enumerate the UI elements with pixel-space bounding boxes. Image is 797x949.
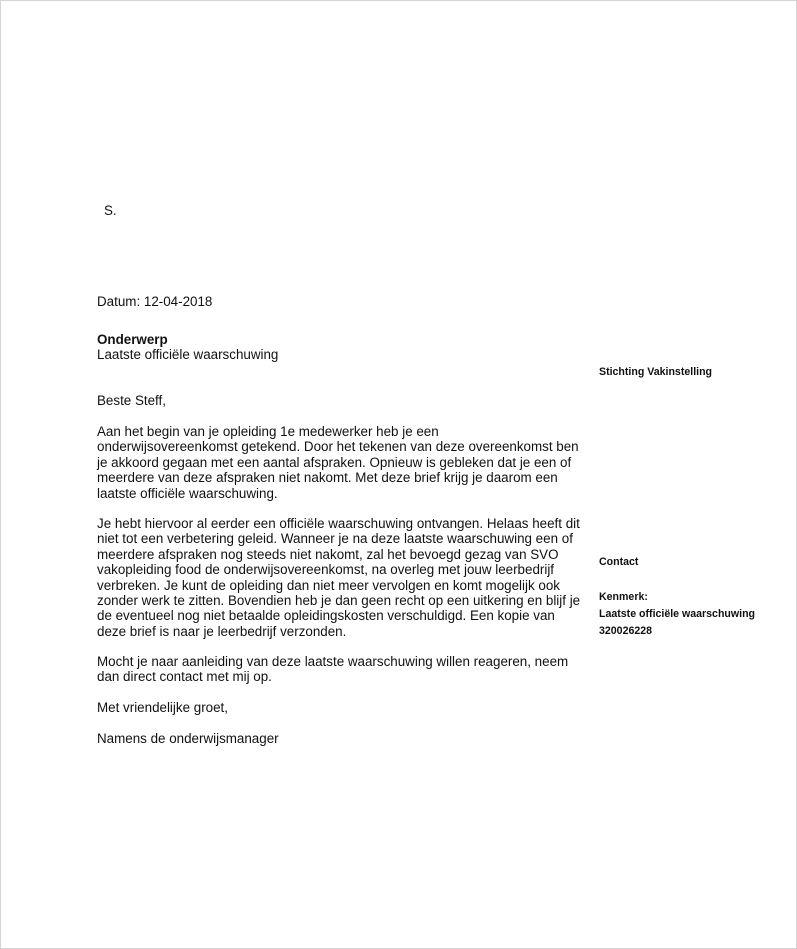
paragraph-1 bbox=[97, 424, 589, 501]
paragraph-2-line: meerdere afspraken nog steeds niet nakomt, zal het bevoegd gezag van SVO bbox=[97, 546, 559, 562]
closing: Met vriendelijke groet, bbox=[97, 700, 228, 715]
signature: Namens de onderwijsmanager bbox=[97, 731, 279, 746]
paragraph-1-line: je akkoord gegaan met een aantal afspraken. Opnieuw is gebleken dat je een of bbox=[97, 454, 572, 470]
paragraph-3-line: Mocht je naar aanleiding van deze laatste waarschuwing willen reageren, neem bbox=[97, 654, 569, 669]
paragraph-3 bbox=[97, 654, 589, 685]
paragraph-2-line: niet tot een verbetering geleid. Wanneer je na deze laatste waarschuwing een of bbox=[97, 531, 573, 547]
sidebar-reference bbox=[599, 589, 755, 640]
paragraph-2-line: zonder werk te zitten. Bovendien heb je dan geen recht op een uitkering en blijf je bbox=[97, 593, 581, 609]
recipient-initial: S. bbox=[104, 203, 117, 218]
subject-text: Laatste officiële waarschuwing bbox=[97, 347, 279, 362]
subject-heading: Onderwerp bbox=[97, 332, 168, 347]
letter-date: Datum: 12-04-2018 bbox=[97, 294, 213, 309]
paragraph-1-line: meerdere van deze afspraken niet nakomt. Met deze brief krijg je daarom een bbox=[97, 470, 558, 486]
sidebar-contact-heading: Contact bbox=[599, 556, 639, 568]
paragraph-2-line: deze brief is naar je leerbedrijf verzonden. bbox=[97, 623, 347, 639]
paragraph-2-line: Je hebt hiervoor al eerder een officiële waarschuwing ontvangen. Helaas heeft dit bbox=[97, 516, 580, 531]
paragraph-2-line: vakopleiding food de onderwijsovereenkomst, na overleg met jouw leerbedrijf bbox=[97, 562, 555, 578]
paragraph-2-line: de eventueel nog niet betaalde opleidingskosten verschuldigd. Een kopie van bbox=[97, 608, 555, 624]
paragraph-1-line: onderwijsovereenkomst getekend. Door het tekenen van deze overeenkomst ben bbox=[97, 439, 579, 455]
sidebar-reference-subject: Laatste officiële waarschuwing bbox=[599, 608, 756, 620]
salutation: Beste Steff, bbox=[97, 393, 166, 408]
paragraph-2 bbox=[97, 516, 589, 639]
sidebar-organization: Stichting Vakinstelling bbox=[599, 366, 713, 378]
paragraph-1-line: Aan het begin van je opleiding 1e medewerker heb je een bbox=[97, 424, 439, 439]
paragraph-3-line: dan direct contact met mij op. bbox=[97, 669, 272, 685]
sidebar-reference-heading: Kenmerk: bbox=[599, 591, 648, 603]
paragraph-1-line: laatste officiële waarschuwing. bbox=[97, 485, 278, 501]
sidebar-reference-number: 320026228 bbox=[599, 625, 653, 637]
paragraph-2-line: verbreken. Je kunt de opleiding dan niet meer vervolgen en komt mogelijk ook bbox=[97, 577, 560, 593]
